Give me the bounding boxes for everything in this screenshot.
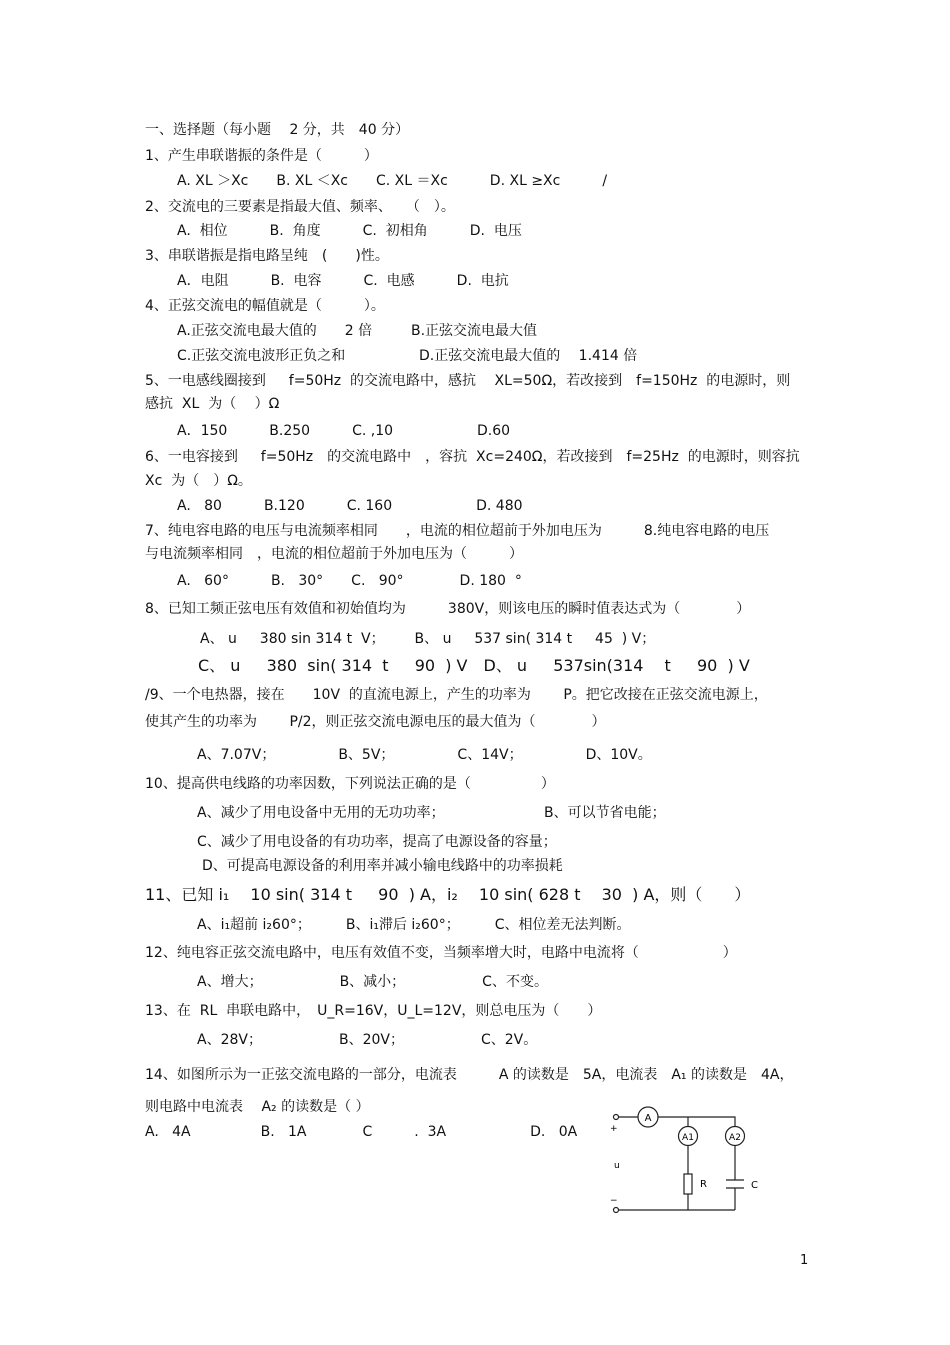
q14-stem-line1: 14、如图所示为一正弦交流电路的一部分，电流表 A 的读数是 5A，电流表 A₁ 的读数是 4A， [145, 1067, 794, 1083]
q13-stem: 13、在 RL 串联电路中， U_R=16V，U_L=12V，则总电压为（ ） [145, 1003, 602, 1019]
q13-options: A、28V； B、20V； C、2V。 [197, 1032, 538, 1048]
terminal-top-icon [614, 1115, 619, 1120]
capacitor-icon [726, 1180, 744, 1188]
q2-options: A. 相位 B. 角度 C. 初相角 D. 电压 [177, 223, 522, 239]
q10-option-b: B、可以节省电能； [544, 805, 666, 821]
capacitor-label: C [751, 1180, 758, 1191]
q4-stem: 4、正弦交流电的幅值就是（ ）。 [145, 298, 385, 314]
minus-sign: − [610, 1196, 618, 1206]
ammeter-a-label: A [644, 1113, 652, 1124]
q14-options: A. 4A B. 1A C . 3A D. 0A [145, 1124, 578, 1140]
q9-options: A、7.07V； B、5V； C、14V； D、10V。 [197, 747, 652, 763]
q7-options: A. 60° B. 30° C. 90° D. 180 ° [177, 573, 522, 589]
q7-stem-line2: 与电流频率相同 ，电流的相位超前于外加电压为（ ） [145, 546, 523, 562]
q10-option-c: C、减少了用电设备的有功功率，提高了电源设备的容量； [197, 834, 557, 850]
section-title: 一、选择题（每小题 2 分，共 40 分） [145, 122, 410, 138]
q8-options-cd: C、 u 380 sin( 314 t 90 ) V D、 u 537sin(314 t 90 ) V [198, 656, 750, 675]
ammeter-a1-label: A1 [682, 1133, 694, 1143]
q5-stem-line1: 5、一电感线圈接到 f=50Hz 的交流电路中，感抗 XL=50Ω，若改接到 f=150Hz 的电源时，则 [145, 373, 791, 389]
ammeter-a2-label: A2 [729, 1133, 741, 1143]
q3-stem: 3、串联谐振是指电路呈纯 ( )性。 [145, 248, 389, 264]
q4-option-c: C.正弦交流电波形正负之和 [177, 348, 346, 364]
q2-stem: 2、交流电的三要素是指最大值、频率、 （ ）。 [145, 199, 455, 215]
circuit-diagram [600, 1100, 762, 1217]
q1-stem: 1、产生串联谐振的条件是（ ） [145, 148, 378, 164]
q5-options: A．150 B.250 C. ,10 D.60 [177, 423, 511, 439]
q11-stem: 11、已知 i₁ 10 sin( 314 t 90 ) A，i₂ 10 sin( 628 t 30 ) A，则（ ） [145, 885, 751, 904]
q7-stem-line1: 7、纯电容电路的电压与电流频率相同 ，电流的相位超前于外加电压为 8.纯电容电路的电压 [145, 523, 770, 539]
q10-option-d: D、可提高电源设备的利用率并减小输电线路中的功率损耗 [202, 858, 563, 874]
resistor-icon [684, 1174, 692, 1194]
q8-stem: 8、已知工频正弦电压有效值和初始值均为 380V，则该电压的瞬时值表达式为（ ） [145, 601, 751, 617]
q5-stem-line2: 感抗 XL 为（ ）Ω [145, 396, 280, 412]
q3-options: A．电阻 B. 电容 C. 电感 D. 电抗 [177, 273, 509, 289]
q8-options-ab: A、 u 380 sin 314 t V； B、 u 537 sin( 314 t 45 ) V； [200, 631, 656, 647]
q6-stem-line1: 6、一电容接到 f=50Hz 的交流电路中 ，容抗 Xc=240Ω，若改接到 f=25Hz 的电源时，则容抗 [145, 449, 800, 465]
q11-options: A、i₁超前 i₂60°； B、i₁滞后 i₂60°； C、相位差无法判断。 [197, 917, 631, 933]
wire-top-right [658, 1117, 735, 1127]
page-number: 1 [800, 1253, 809, 1268]
q1-options: A. XL ＞Xc B. XL ＜Xc C. XL ＝Xc D. XL ≥Xc / [177, 173, 608, 189]
source-label: u [614, 1161, 620, 1171]
q10-option-a: A、减少了用电设备中无用的无功功率； [197, 805, 445, 821]
resistor-label: R [700, 1179, 707, 1190]
q14-stem-line2: 则电路中电流表 A₂ 的读数是（ ） [145, 1099, 370, 1115]
q12-options: A、增大； B、减小； C、不变。 [197, 974, 548, 990]
terminal-bottom-icon [614, 1208, 619, 1213]
q9-stem-line2: 使其产生的功率为 P/2，则正弦交流电源电压的最大值为（ ） [145, 714, 606, 730]
q10-stem: 10、提高供电线路的功率因数，下列说法正确的是（ ） [145, 776, 555, 792]
q4-option-d: D.正弦交流电最大值的 1.414 倍 [419, 348, 638, 364]
plus-sign: + [610, 1124, 618, 1134]
q6-stem-line2: Xc 为（ ）Ω。 [145, 473, 252, 489]
q9-stem-line1: /9、一个电热器，接在 10V 的直流电源上，产生的功率为 P。把它改接在正弦交流电源上， [145, 687, 768, 703]
q4-option-b: B.正弦交流电最大值 [411, 323, 538, 339]
q6-options: A. 80 B.120 C. 160 D. 480 [177, 498, 523, 514]
q12-stem: 12、纯电容正弦交流电路中，电压有效值不变，当频率增大时，电路中电流将（ ） [145, 945, 737, 961]
q4-option-a: A.正弦交流电最大值的 2 倍 [177, 323, 373, 339]
